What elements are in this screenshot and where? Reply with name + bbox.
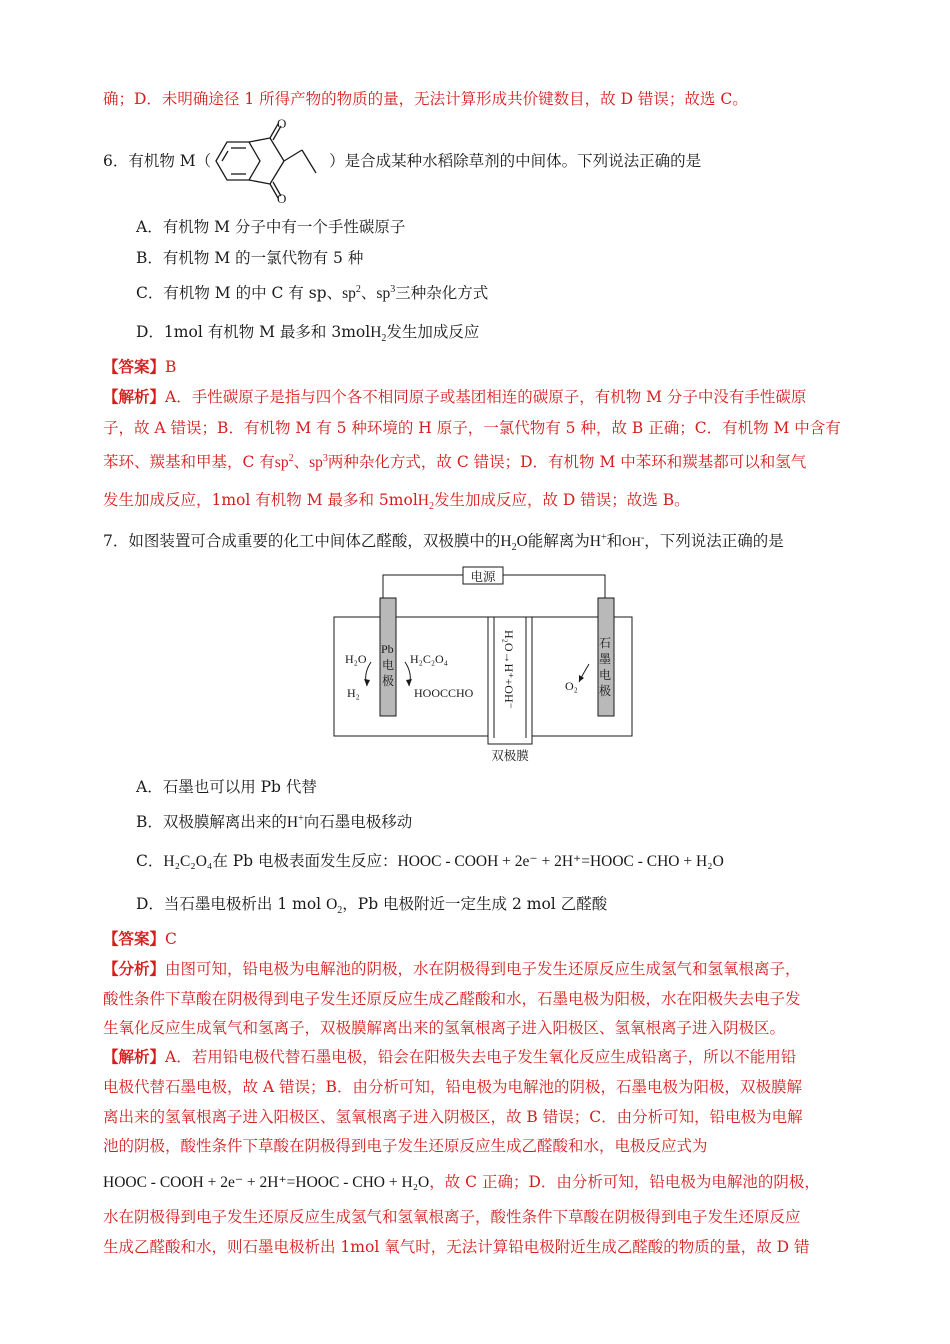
q7-option-d: D．当石墨电极析出 1 mol $O_2$，Pb 电极附近一定生成 2 mol 乙醛酸 — [136, 895, 608, 917]
q7-jiexi-1: 【解析】A．若用铅电极代替石墨电极，铅会在阳极失去电子发生氧化反应生成铅离子，所以不能用铅 — [103, 1047, 797, 1066]
q6-d-h2: $H_2$ — [370, 324, 387, 345]
q7-answer-value: C — [165, 930, 177, 948]
pb-electrode-label-2: 电 — [382, 658, 395, 672]
hooccho-label: HOOCCHO — [414, 686, 474, 700]
q7-c-h2c2o4: H₂C₂O₄ — [163, 853, 213, 870]
prev-answer-tail: 确；D．未明确途径 1 所得产物的物质的量，无法计算形成共价键数目，故 D 错误；故选 C。 — [103, 90, 748, 108]
q6-c-mid: 、 — [360, 284, 377, 302]
o2-label: O₂ — [565, 679, 578, 693]
h2c2o4-label: H₂C₂O₄ — [410, 652, 448, 666]
q7-fenxi-1: 【分析】由图可知，铅电极为电解池的阴极，水在阴极得到电子发生还原反应生成氢气和氢氧根离子， — [103, 959, 801, 978]
q6-c-sp3: $sp^3$ — [376, 283, 396, 302]
q6-an-sp2: $sp^2$ — [274, 452, 294, 471]
q7-fenxi-3: 生氧化反应生成氧气和氢离子，双极膜解离出来的氢氧根离子进入阳极区、氢氧根离子进入阴极区。 — [103, 1019, 786, 1037]
pb-electrode-label-3: 极 — [382, 674, 395, 688]
h2-label: H₂ — [347, 686, 360, 700]
q6-option-b: B．有机物 M 的一氯代物有 5 种 — [136, 249, 364, 267]
q6-d-post: 发生加成反应 — [386, 323, 480, 341]
q7-electrolysis-diagram — [333, 566, 635, 768]
graphite-electrode-label-1: 石 — [599, 636, 612, 650]
q6-analysis-1: 【解析】A．手性碳原子是指与四个各不相同原子或基团相连的碳原子，有机物 M 分子中没有手性碳原 — [103, 387, 807, 406]
graphite-electrode-label-2: 墨 — [599, 652, 612, 666]
q7-d-o2: $O_2$ — [326, 896, 343, 917]
h2o-label: H₂O — [345, 652, 367, 666]
membrane-reaction-label: H₂O→H⁺+OH⁻ — [502, 630, 516, 709]
q7-jiexi-2: 电极代替石墨电极，故 A 错误；B．由分析可知，铅电极为电解池的阴极，石墨电极为阳极，双极膜解 — [103, 1078, 802, 1096]
q6-answer-value: B — [165, 358, 177, 376]
q7-stem: 7．如图装置可合成重要的化工中间体乙醛酸，双极膜中的$H_2O$能解离为H+和OH-，下列说法正确的是 — [103, 531, 784, 554]
q6-analysis-3: 苯环、羰基和甲基，C 有$sp^2$、$sp^3$两种杂化方式，故 C 错误；D．有机物 M 中苯环和羰基都可以和氢气 — [103, 452, 807, 471]
q7-jiexi-3: 离出来的氢氧根离子进入阳极区、氢氧根离子进入阴极区，故 B 错误；C．由分析可知，铅电极为电解 — [103, 1108, 803, 1126]
q6-answer-tag: 【答案】 — [103, 357, 166, 376]
q7-stem-h2o: $H_2O$ — [500, 533, 528, 554]
bipolar-membrane-label: 双极膜 — [491, 749, 529, 763]
q6-option-c — [136, 282, 488, 305]
q7-jiexi-5: HOOC - COOH + 2e⁻ + 2H⁺=HOOC - CHO + H₂O，故 C 正确；D．由分析可知，铅电极为电解池的阴极， — [103, 1173, 820, 1191]
q6-c-post: 三种杂化方式 — [395, 284, 489, 302]
q7-jiexi-7: 生成乙醛酸和水，则石墨电极析出 1mol 氧气时，无法计算铅电极附近生成乙醛酸的物质的量，故 D 错 — [103, 1238, 810, 1256]
q7-stem-oh: OH- — [622, 532, 645, 549]
power-label: 电源 — [470, 570, 496, 584]
q6-option-a: A．有机物 M 分子中有一个手性碳原子 — [136, 218, 406, 236]
q7-option-c: C．H₂C₂O₄在 Pb 电极表面发生反应：HOOC - COOH + 2e⁻ + 2H⁺=HOOC - CHO + H₂O — [136, 852, 724, 870]
q7-jiexi-4: 池的阴极，酸性条件下草酸在阴极得到电子发生还原反应生成乙醛酸和水，电极反应式为 — [103, 1137, 708, 1155]
q6-o-bottom: O — [277, 191, 287, 204]
q6-c-pre: C．有机物 M 的中 C 有 sp、 — [136, 284, 343, 302]
q7-fenxi-2: 酸性条件下草酸在阴极得到电子发生还原反应生成乙醛酸和水，石墨电极为阳极，水在阳极失去电子发 — [103, 990, 801, 1008]
q6-o-top: O — [277, 118, 287, 131]
q7-option-b: B．双极膜解离出来的H+向石墨电极移动 — [136, 812, 413, 831]
q6-answer — [103, 356, 176, 378]
q7-option-a: A．石墨也可以用 Pb 代替 — [136, 778, 317, 796]
q6-stem-after: ）是合成某种水稻除草剂的中间体。下列说法正确的是 — [329, 152, 702, 170]
q6-molecule-structure — [206, 118, 336, 204]
q6-an-sp3: $sp^3$ — [309, 452, 328, 471]
q6-option-d — [136, 321, 479, 344]
q6-analysis-tag: 【解析】 — [103, 387, 166, 406]
q6-c-sp2: $sp^2$ — [342, 283, 361, 302]
q6-stem — [103, 150, 701, 172]
q6-analysis-4: 发生加成反应，1mol 有机物 M 最多和 5molH$_2$发生加成反应，故 D 错误；故选 B。 — [103, 491, 690, 513]
q6-an-h2: $H_2$ — [417, 492, 434, 513]
q7-b-hplus: H+ — [286, 812, 304, 831]
q7-jiexi-equation: HOOC - COOH + 2e⁻ + 2H⁺=HOOC - CHO + H₂O — [103, 1174, 430, 1191]
pb-electrode-label-1: Pb — [381, 642, 394, 656]
q7-jiexi-6: 水在阴极得到电子发生还原反应生成氢气和氢氧根离子，酸性条件下草酸在阴极得到电子发生还原反应 — [103, 1208, 801, 1226]
q6-d-pre: D．1mol 有机物 M 最多和 3mol — [136, 323, 371, 341]
q7-c-equation: HOOC - COOH + 2e⁻ + 2H⁺=HOOC - CHO + H₂O — [397, 853, 724, 870]
q7-stem-hplus: H+ — [589, 531, 607, 550]
graphite-electrode-label-3: 电 — [599, 668, 612, 682]
q7-answer: 【答案】C — [103, 929, 177, 948]
q6-stem-before: 6．有机物 M（ — [103, 152, 212, 170]
graphite-electrode-label-4: 极 — [599, 684, 612, 698]
q6-analysis-2: 子，故 A 错误；B．有机物 M 有 5 种环境的 H 原子，一氯代物有 5 种，故 B 正确；C．有机物 M 中含有 — [103, 419, 841, 437]
